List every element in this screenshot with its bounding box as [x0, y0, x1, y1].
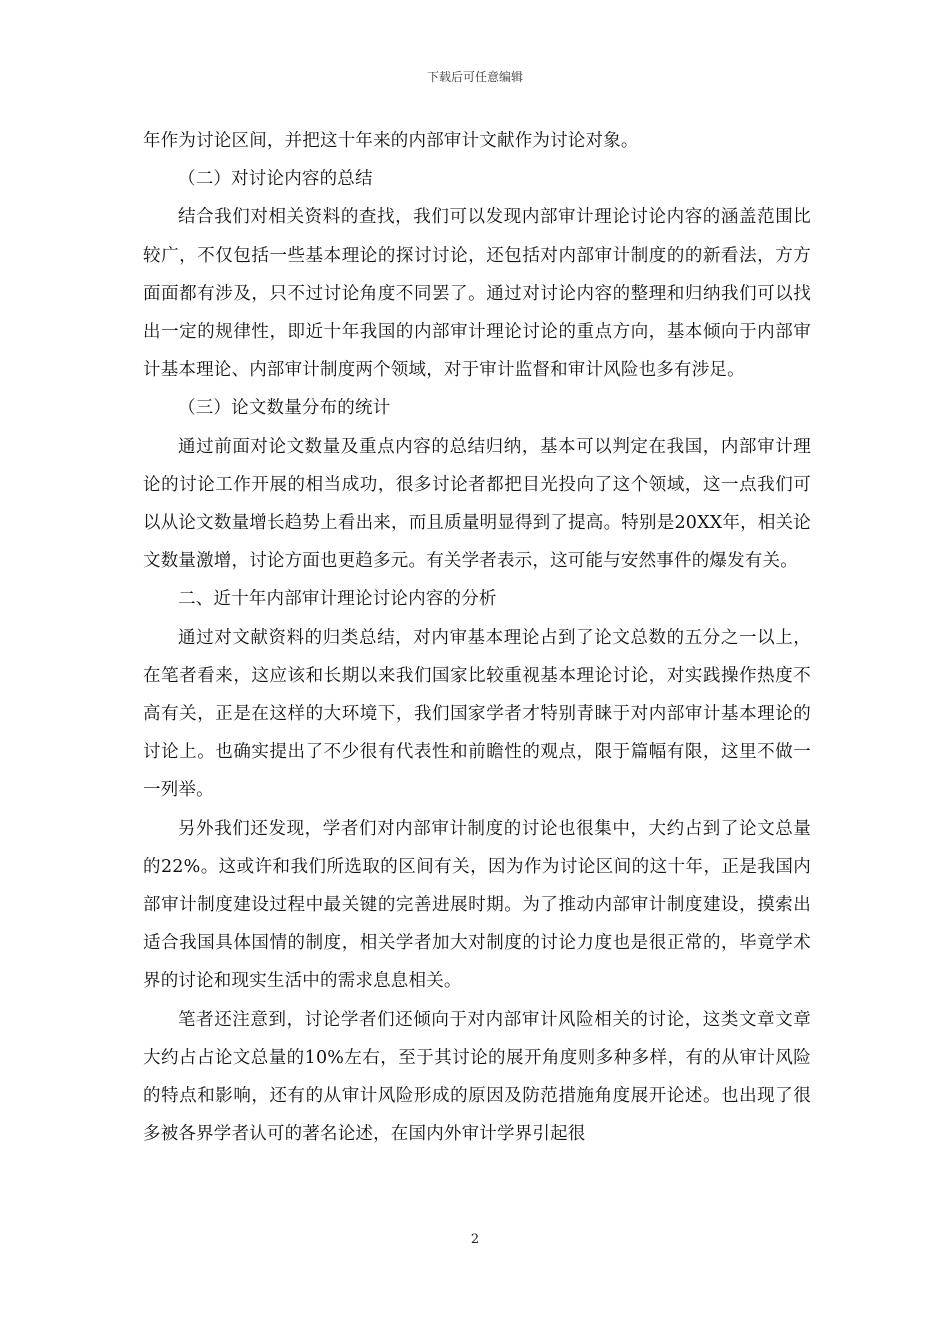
section-heading-3: （三）论文数量分布的统计 [178, 398, 391, 419]
chapter-heading-2: 二、近十年内部审计理论讨论内容的分析 [178, 589, 497, 610]
paragraph-summary: 结合我们对相关资料的查找，我们可以发现内部审计理论讨论内容的涵盖范围比较广，不仅包括一些基本理论的探讨讨论，还包括对内部审计制度的的新看法，方方面面都有涉及，只不过讨论角度不同罢了。通过对讨论内容的整理和归纳我们可以找出一定的规律性，即近十年我国的内部审计理论讨论的重点方向，基本倾向于内部审计基本理论、内部审计制度两个领域，对于审计监督和审计风险也多有涉足。 [143, 207, 811, 381]
paragraph-statistics: 通过前面对论文数量及重点内容的总结归纳，基本可以判定在我国，内部审计理论的讨论工作开展的相当成功，很多讨论者都把目光投向了这个领域，这一点我们可以从论文数量增长趋势上看出来，而且质量明显得到了提高。特别是20XX年，相关论文数量激增，讨论方面也更趋多元。有关学者表示，这可能与安然事件的爆发有关。 [143, 436, 811, 572]
paragraph-basic-theory: 通过对文献资料的归类总结，对内审基本理论占到了论文总数的五分之一以上，在笔者看来，这应该和长期以来我们国家比较重视基本理论讨论，对实践操作热度不高有关，正是在这样的大环境下，我们国家学者才特别青睐于对内部审计基本理论的讨论上。也确实提出了不少很有代表性和前瞻性的观点，限于篇幅有限，这里不做一一列举。 [143, 627, 811, 801]
section-heading-2: （二）对讨论内容的总结 [178, 169, 373, 190]
paragraph-audit-system: 另外我们还发现，学者们对内部审计制度的讨论也很集中，大约占到了论文总量的22%。这或许和我们所选取的区间有关，因为作为讨论区间的这十年，正是我国内部审计制度建设过程中最关键的完善进展时期。为了推动内部审计制度建设，摸索出适合我国具体国情的制度，相关学者加大对制度的讨论力度也是很正常的，毕竟学术界的讨论和现实生活中的需求息息相关。 [143, 818, 811, 992]
paragraph-audit-risk: 笔者还注意到，讨论学者们还倾向于对内部审计风险相关的讨论，这类文章文章大约占占论文总量的10%左右，至于其讨论的展开角度则多种多样，有的从审计风险的特点和影响，还有的从审计风险形成的原因及防范措施角度展开论述。也出现了很多被各界学者认可的著名论述，在国内外审计学界引起很 [143, 1009, 811, 1145]
paragraph-continuation: 年作为讨论区间，并把这十年来的内部审计文献作为讨论对象。 [143, 131, 639, 151]
page-header: 下载后可任意编辑 [426, 70, 523, 84]
document-body [143, 122, 811, 1153]
page-number: 2 [470, 1232, 480, 1247]
